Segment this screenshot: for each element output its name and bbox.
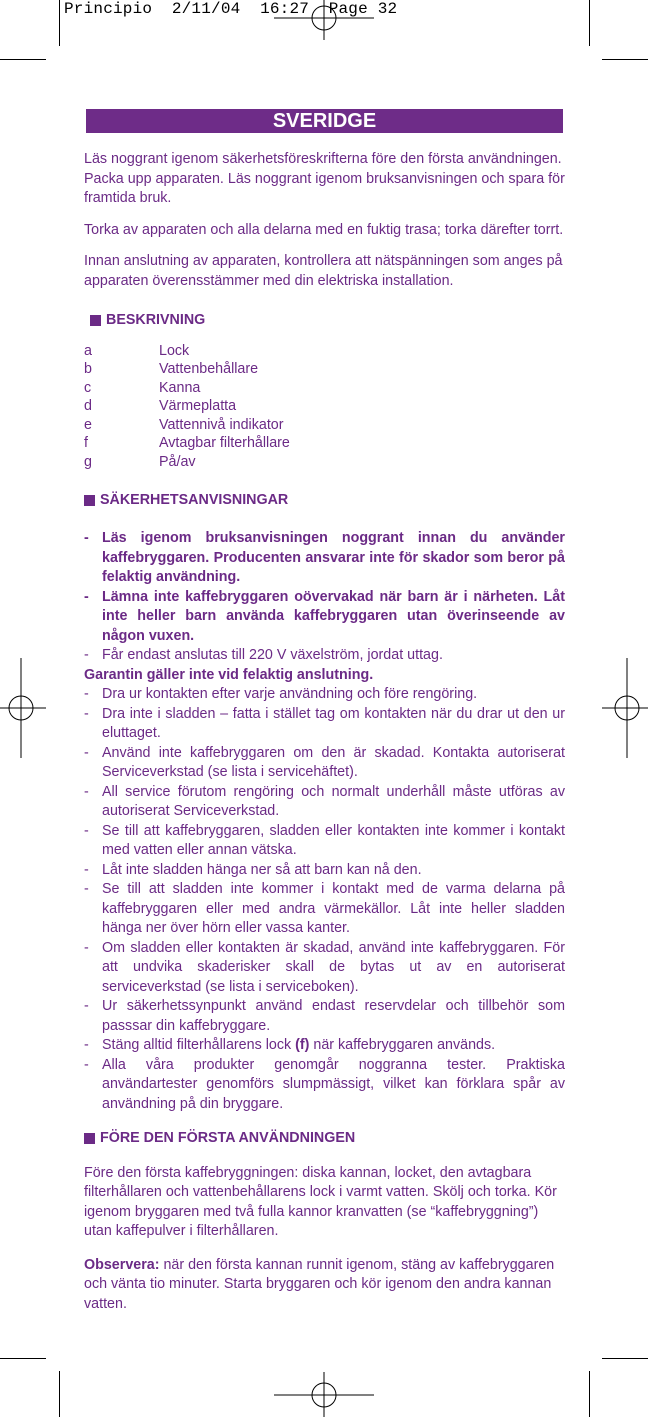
first-use-heading-text: FÖRE DEN FÖRSTA ANVÄNDNINGEN bbox=[100, 1130, 356, 1147]
registration-mark-top-icon bbox=[274, 0, 374, 40]
list-item bbox=[84, 939, 565, 998]
crop-mark-top-left-h bbox=[0, 59, 46, 60]
part-label: På/av bbox=[159, 454, 196, 471]
part-label: Lock bbox=[159, 342, 190, 359]
manual-content bbox=[84, 150, 565, 1314]
registration-mark-left-icon bbox=[0, 658, 46, 758]
safety-item: Se till att sladden inte kommer i kontakt med de varma delarna på kaffebryggaren eller med andra värmekällor. Låt inte heller sladden hänga ner över hörn eller vassa kanter. bbox=[102, 881, 565, 937]
registration-mark-right-icon bbox=[602, 658, 648, 758]
dash-bullet: - bbox=[84, 1056, 89, 1073]
safety-heading-text: SÄKERHETSANVISNINGAR bbox=[100, 491, 289, 508]
filter-lock-text-after: när kaffebryggaren används. bbox=[309, 1037, 496, 1054]
safety-bold-item: Läs igenom bruksanvisningen noggrant innan du använder kaffebryggaren. Producenten ansvarar inte för skador som beror på felaktig användning. bbox=[102, 530, 565, 586]
intro-paragraph: Läs noggrant igenom säkerhetsföreskrifterna före den första användningen. Packa upp apparaten. Läs noggrant igenom bruksanvisningen och spara för framtida bruk. bbox=[84, 151, 565, 206]
list-item bbox=[84, 453, 565, 472]
dash-bullet: - bbox=[84, 822, 89, 839]
part-label: Avtagbar filterhållare bbox=[159, 435, 290, 452]
safety-item: Dra ur kontakten efter varje användning och före rengöring. bbox=[102, 686, 478, 703]
list-item bbox=[84, 880, 565, 939]
list-item bbox=[84, 379, 565, 398]
first-use-heading bbox=[84, 1129, 565, 1149]
dash-bullet: - bbox=[84, 881, 89, 898]
dash-bullet: - bbox=[84, 939, 89, 956]
list-item bbox=[84, 434, 565, 453]
registration-mark-bottom-icon bbox=[274, 1372, 374, 1417]
filter-lock-item bbox=[102, 1036, 565, 1056]
note-text: när den första kannan runnit igenom, stäng av kaffebryggaren och vänta tio minuter. Starta bryggaren och kör igenom den andra kannan vatten. bbox=[84, 1256, 555, 1312]
part-letter: c bbox=[84, 379, 92, 396]
crop-mark-bottom-left-h bbox=[0, 1358, 46, 1359]
voltage-item: Får endast anslutas till 220 V växelström, jordat uttag. bbox=[102, 647, 443, 664]
crop-mark-bottom-right-h bbox=[602, 1358, 648, 1359]
dash-bullet: - bbox=[84, 686, 89, 703]
slug-date: 2/11/04 bbox=[171, 0, 241, 18]
dash-bullet: - bbox=[84, 998, 89, 1015]
dash-bullet: - bbox=[84, 744, 89, 761]
note-label: Observera: bbox=[84, 1256, 160, 1273]
testing-item: Alla våra produkter genomgår noggranna tester. Praktiska användartester genomförs slumpmässigt, vilket kan förklara spår av användning på din bryggare. bbox=[102, 1056, 565, 1112]
first-use-paragraph: Före den första kaffebryggningen: diska kannan, locket, den avtagbara filterhållaren och vattenbehållarens lock i varmt vatten. Skölj och torka. Kör igenom bryggaren med två fulla kannor kranvatten (se “kaffebryggning”) utan kaffepulver i filterhållaren. bbox=[84, 1164, 557, 1240]
list-item bbox=[84, 342, 565, 361]
dash-bullet: - bbox=[84, 647, 89, 664]
list-item bbox=[84, 588, 565, 647]
list-item bbox=[84, 360, 565, 379]
safety-item: Ur säkerhetssynpunkt använd endast reservdelar och tillbehör som passsar din kaffebryggare. bbox=[102, 998, 565, 1034]
crop-mark-top-right-v bbox=[589, 0, 590, 46]
warranty-note: Garantin gäller inte vid felaktig anslutning. bbox=[84, 666, 374, 683]
safety-item: Använd inte kaffebryggaren om den är skadad. Kontakta autoriserat Serviceverkstad (se lista i servicehäftet). bbox=[102, 744, 565, 781]
part-label: Vattenbehållare bbox=[159, 361, 259, 378]
part-label: Kanna bbox=[159, 379, 201, 396]
crop-mark-bottom-right-v bbox=[589, 1371, 590, 1417]
safety-item: Dra inte i sladden – fatta i stället tag om kontakten när du drar ut den ur eluttaget. bbox=[102, 705, 565, 742]
list-item bbox=[84, 416, 565, 435]
intro-paragraph: Innan anslutning av apparaten, kontrollera att nätspänningen som anges på apparaten överensstämmer med din elektriska installation. bbox=[84, 253, 563, 289]
part-label: Värmeplatta bbox=[159, 398, 237, 415]
dash-bullet: - bbox=[84, 1037, 89, 1054]
list-item bbox=[84, 783, 565, 822]
safety-list bbox=[84, 685, 565, 1036]
note-paragraph bbox=[84, 1256, 565, 1315]
safety-item: Se till att kaffebryggaren, sladden eller kontakten inte kommer i kontakt med vatten eller annan vätska. bbox=[102, 822, 565, 859]
square-bullet-icon bbox=[84, 1133, 95, 1144]
part-letter: b bbox=[84, 361, 92, 378]
square-bullet-icon bbox=[84, 495, 95, 506]
crop-mark-top-left-v bbox=[59, 0, 60, 46]
intro-paragraph: Torka av apparaten och alla delarna med en fuktig trasa; torka därefter torrt. bbox=[84, 221, 564, 238]
safety-heading bbox=[84, 491, 565, 511]
parts-list bbox=[84, 342, 565, 472]
list-item bbox=[84, 529, 565, 588]
slug-file: Principio bbox=[64, 0, 153, 18]
list-item bbox=[84, 1056, 565, 1115]
description-heading bbox=[90, 311, 565, 331]
list-item bbox=[84, 685, 565, 705]
part-letter: a bbox=[84, 342, 92, 359]
crop-mark-bottom-left-v bbox=[59, 1371, 60, 1417]
page-title: SVERIDGE bbox=[86, 109, 563, 133]
safety-item: Om sladden eller kontakten är skadad, använd inte kaffebryggaren. För att undvika skaderisker skall de bytas ut av en autoriserat serviceverkstad (se lista i serviceboken). bbox=[102, 939, 565, 995]
filter-lock-ref: (f) bbox=[295, 1037, 310, 1054]
square-bullet-icon bbox=[90, 315, 101, 326]
filter-lock-text-before: Stäng alltid filterhållarens lock bbox=[102, 1037, 296, 1054]
part-label: Vattennivå indikator bbox=[159, 416, 284, 433]
part-letter: g bbox=[84, 454, 92, 471]
safety-bold-item: Lämna inte kaffebryggaren oövervakad när barn är i närheten. Låt inte heller barn använda kaffebryggaren utan överinseende av någon vuxen. bbox=[102, 588, 565, 644]
list-item bbox=[84, 397, 565, 416]
list-item bbox=[84, 705, 565, 744]
list-item bbox=[84, 744, 565, 783]
list-item bbox=[84, 997, 565, 1036]
part-letter: f bbox=[84, 435, 88, 452]
description-heading-text: BESKRIVNING bbox=[106, 312, 206, 328]
dash-bullet: - bbox=[84, 588, 89, 605]
safety-item: All service förutom rengöring och normalt underhåll måste utföras av autoriserat Serviceverkstad. bbox=[102, 783, 565, 820]
list-item bbox=[84, 822, 565, 861]
dash-bullet: - bbox=[84, 705, 89, 722]
dash-bullet: - bbox=[84, 530, 89, 547]
dash-bullet: - bbox=[84, 783, 89, 800]
part-letter: e bbox=[84, 416, 92, 433]
slug-page: Page 32 bbox=[328, 0, 398, 18]
part-letter: d bbox=[84, 398, 92, 415]
dash-bullet: - bbox=[84, 861, 89, 878]
list-item bbox=[84, 646, 565, 666]
list-item bbox=[84, 1036, 565, 1056]
safety-item: Låt inte sladden hänga ner så att barn kan nå den. bbox=[102, 861, 422, 878]
list-item bbox=[84, 861, 565, 881]
crop-mark-top-right-h bbox=[602, 59, 648, 60]
slug-time: 16:27 bbox=[260, 0, 310, 18]
